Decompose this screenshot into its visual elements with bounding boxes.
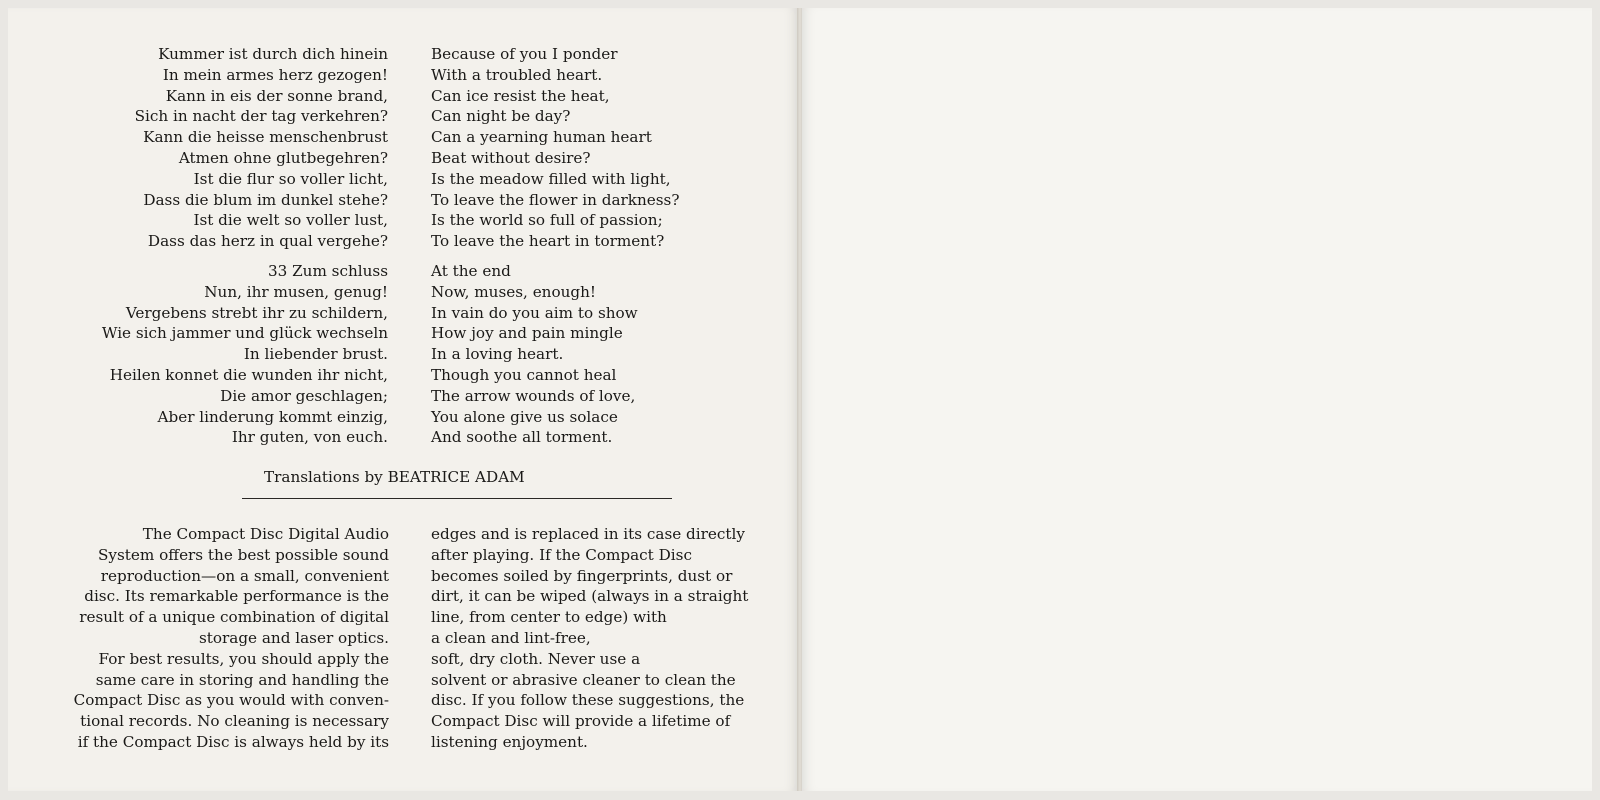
poem2-english bbox=[431, 261, 638, 448]
poem2-english-line: You alone give us solace bbox=[431, 407, 618, 426]
poem1-german-line: Sich in nacht der tag verkehren? bbox=[134, 107, 388, 126]
care-notice-line: The Compact Disc Digital Audio bbox=[142, 525, 389, 543]
poem2-german bbox=[8, 261, 388, 448]
poem1-english-line: Can ice resist the heat, bbox=[431, 86, 610, 105]
poem1-german-line: Ist die welt so voller lust, bbox=[193, 211, 388, 230]
care-notice-line: Compact Disc as you would with conven- bbox=[73, 691, 389, 710]
poem2-german-line: Ihr guten, von euch. bbox=[231, 428, 388, 447]
poem2-english-line: Now, muses, enough! bbox=[431, 282, 596, 301]
care-notice-line: dirt, it can be wiped (always in a straight bbox=[431, 587, 749, 606]
poem2-german-line: Aber linderung kommt einzig, bbox=[157, 407, 388, 426]
poem1-german-line: Kann die heisse menschenbrust bbox=[143, 128, 388, 147]
poem1-english bbox=[431, 44, 679, 252]
poem2-german-line: Nun, ihr musen, genug! bbox=[204, 282, 388, 301]
poem2-german-line: In liebender brust. bbox=[243, 345, 388, 364]
care-notice-line: solvent or abrasive cleaner to clean the bbox=[431, 670, 736, 689]
care-notice-line: storage and laser optics. bbox=[198, 628, 389, 647]
care-notice-line: tional records. No cleaning is necessary bbox=[80, 712, 389, 731]
care-notice-line: result of a unique combination of digital bbox=[79, 608, 389, 627]
poem2-german-title: 33 Zum schluss bbox=[267, 262, 388, 280]
poem1-german bbox=[8, 44, 388, 252]
poem1-english-line: Is the meadow filled with light, bbox=[431, 169, 671, 188]
poem1-english-line: Because of you I ponder bbox=[431, 45, 618, 63]
poem2-english-line: The arrow wounds of love, bbox=[431, 386, 636, 405]
poem1-german-line: Dass die blum im dunkel stehe? bbox=[143, 190, 388, 209]
poem2-german-line: Vergebens strebt ihr zu schildern, bbox=[125, 303, 388, 322]
divider-rule bbox=[242, 498, 672, 499]
care-notice-line: edges and is replaced in its case directly bbox=[431, 525, 745, 543]
poem2-english-line: And soothe all torment. bbox=[431, 428, 613, 447]
left-page bbox=[8, 8, 798, 791]
care-notice-line: Compact Disc will provide a lifetime of bbox=[431, 712, 731, 731]
right-page-blank bbox=[802, 8, 1592, 791]
poem1-english-line: To leave the heart in torment? bbox=[431, 232, 665, 251]
poem1-english-line: Is the world so full of passion; bbox=[431, 211, 663, 230]
poem1-english-line: Can night be day? bbox=[431, 107, 571, 126]
care-notice-line: a clean and lint-free, bbox=[431, 628, 591, 647]
care-notice-line: System offers the best possible sound bbox=[98, 545, 389, 564]
poem1-german-line: In mein armes herz gezogen! bbox=[162, 65, 388, 84]
care-notice-line: becomes soiled by fingerprints, dust or bbox=[431, 566, 733, 585]
care-notice-line: disc. If you follow these suggestions, the bbox=[431, 691, 745, 710]
poem1-german-line: Kann in eis der sonne brand, bbox=[165, 86, 388, 105]
care-notice-line: soft, dry cloth. Never use a bbox=[431, 649, 641, 668]
poem1-english-line: Can a yearning human heart bbox=[431, 128, 652, 147]
poem2-english-line: In vain do you aim to show bbox=[431, 303, 638, 322]
poem2-english-line: How joy and pain mingle bbox=[431, 324, 623, 343]
care-notice-line: after playing. If the Compact Disc bbox=[431, 545, 692, 564]
care-notice-line: For best results, you should apply the bbox=[98, 649, 389, 668]
care-notice-line: listening enjoyment. bbox=[431, 732, 588, 751]
poem1-english-line: To leave the flower in darkness? bbox=[431, 190, 680, 209]
poem1-english-line: Beat without desire? bbox=[431, 148, 591, 167]
poem1-german-line: Ist die flur so voller licht, bbox=[193, 169, 388, 188]
care-notice-line: disc. Its remarkable performance is the bbox=[84, 587, 389, 606]
care-notice-line: line, from center to edge) with bbox=[431, 608, 667, 627]
poem2-german-line: Wie sich jammer und glück wechseln bbox=[101, 324, 388, 343]
poem2-german-line: Die amor geschlagen; bbox=[220, 386, 388, 405]
care-notice-line: same care in storing and handling the bbox=[95, 670, 389, 689]
poem1-german-line: Kummer ist durch dich hinein bbox=[158, 45, 388, 63]
poem1-german-line: Dass das herz in qual vergehe? bbox=[147, 232, 388, 251]
poem2-english-line: In a loving heart. bbox=[431, 345, 564, 364]
care-notice-line: if the Compact Disc is always held by its bbox=[77, 732, 389, 751]
poem1-english-line: With a troubled heart. bbox=[431, 65, 603, 84]
care-notice-left-column bbox=[8, 524, 389, 753]
poem1-german-line: Atmen ohne glutbegehren? bbox=[178, 148, 388, 167]
poem2-english-title: At the end bbox=[431, 262, 511, 280]
translation-credit: Translations by BEATRICE ADAM bbox=[264, 468, 525, 486]
poem2-english-line: Though you cannot heal bbox=[431, 365, 617, 384]
poem2-german-line: Heilen konnet die wunden ihr nicht, bbox=[109, 365, 388, 384]
care-notice-line: reproduction—on a small, convenient bbox=[100, 566, 389, 585]
care-notice-right-column bbox=[431, 524, 748, 753]
